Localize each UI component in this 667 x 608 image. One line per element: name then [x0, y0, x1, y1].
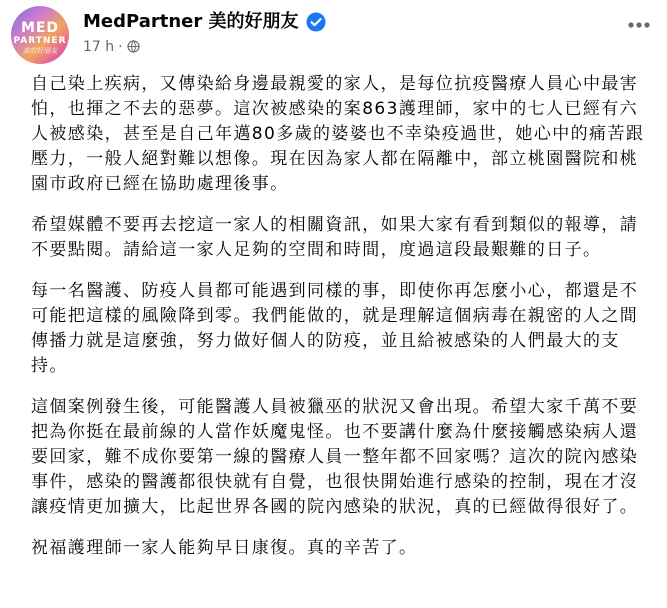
post-paragraph: 自己染上疾病，又傳染給身邊最親愛的家人，是每位抗疫醫療人員心中最害怕，也揮之不去的惡夢。這次被感染的案863護理師，家中的七人已經有六人被感染，甚至是自己年邁80多歲的婆婆也不幸染疫過世，她心中的痛苦跟壓力，一般人絕對難以想像。現在因為家人都在隔離中，部立桃園醫院和桃園市政府已經在協助處理後事。: [31, 74, 645, 194]
post-timestamp[interactable]: 17 h: [83, 39, 115, 55]
page-name-link[interactable]: MedPartner 美的好朋友: [83, 11, 299, 32]
avatar-logo-line3: 美的好朋友: [22, 47, 58, 55]
post-body: [31, 72, 656, 577]
avatar-logo-text: [11, 21, 69, 55]
page-avatar[interactable]: [11, 6, 69, 64]
post-header: [0, 0, 667, 72]
post-paragraph: 希望媒體不要再去挖這一家人的相關資訊，如果大家有看到類似的報導，請不要點閱。請給這一家人足夠的空間和時間，度過這段最艱難的日子。: [31, 215, 639, 260]
avatar-logo-line2: PARTNER: [13, 36, 67, 46]
verified-badge-icon: [306, 12, 326, 32]
post-meta: [83, 38, 140, 56]
avatar-logo-line1: MED: [20, 20, 60, 36]
post-paragraph: 這個案例發生後，可能醫護人員被獵巫的狀況又會出現。希望大家千萬不要把為你挺在最前線的人當作妖魔鬼怪。也不要講什麼為什麼接觸感染病人還要回家，難不成你要第一線的醫療人員一整年都不回家嗎？這次的院內感染事件，感染的醫護都很快就有自覺，也很快開始進行感染的控制，現在才沒讓疫情更加擴大，比起世界各國的院內感染的狀況，真的已經做得很好了。: [31, 397, 639, 517]
meta-separator: ·: [118, 39, 123, 55]
more-options-icon[interactable]: [622, 14, 656, 36]
post-paragraph: 每一名醫護、防疫人員都可能遇到同樣的事，即使你再怎麼小心，都還是不可能把這樣的風險降到零。我們能做的，就是理解這個病毒在親密的人之間傳播力就是這麼強，努力做好個人的防疫，並且給被感染的人們最大的支持。: [31, 281, 639, 376]
globe-icon[interactable]: [127, 40, 140, 53]
post-paragraph: 祝福護理師一家人能夠早日康復。真的辛苦了。: [31, 538, 418, 558]
